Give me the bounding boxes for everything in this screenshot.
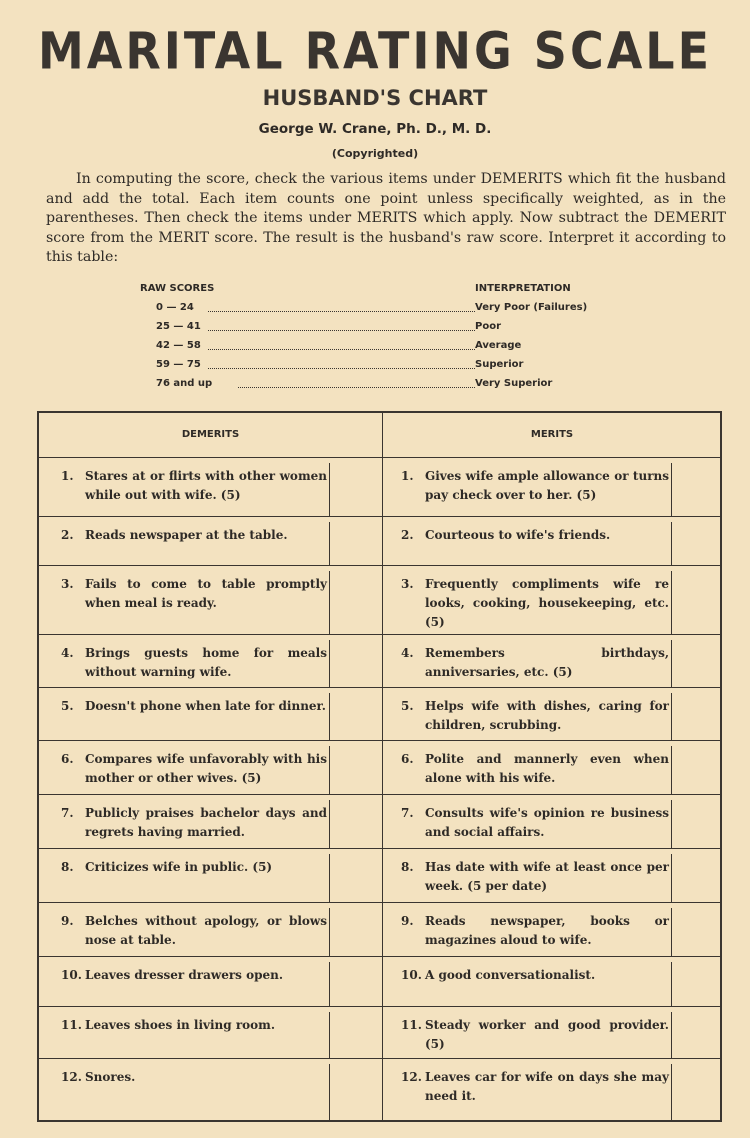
item-number: 10. [61, 968, 82, 982]
demerit-item [61, 697, 327, 738]
score-interpretation: Very Poor (Failures) [475, 302, 588, 313]
score-box-divider [671, 463, 672, 516]
demerit-item [61, 750, 327, 792]
row-divider [39, 1058, 720, 1059]
item-text: Fails to come to table promptly when meal is ready. [85, 577, 327, 610]
item-text: Leaves car for wife on days she may need it. [425, 1070, 669, 1103]
item-number: 2. [401, 528, 414, 542]
score-box-divider [329, 1064, 330, 1122]
item-text: Leaves shoes in living room. [85, 1018, 276, 1032]
score-row [140, 302, 640, 321]
row-divider [39, 956, 720, 957]
copyright-notice: (Copyrighted) [331, 147, 419, 160]
item-number: 7. [61, 806, 74, 820]
item-number: 11. [61, 1018, 82, 1032]
score-box-divider [329, 640, 330, 687]
merit-item [401, 1068, 669, 1120]
item-text: Helps wife with dishes, caring for children, scrubbing. [425, 699, 669, 732]
row-divider [39, 687, 720, 688]
item-text: Steady worker and good provider. (5) [425, 1018, 669, 1051]
score-interpretation: Superior [475, 359, 524, 370]
item-number: 6. [61, 752, 74, 766]
score-box-divider [329, 522, 330, 565]
leader-dots [208, 349, 475, 350]
item-number: 6. [401, 752, 414, 766]
item-text: Has date with wife at least once per week. (5 per date) [425, 860, 669, 893]
merit-item [401, 1016, 669, 1056]
demerit-item [61, 912, 327, 954]
header-divider [39, 457, 720, 458]
demerit-item [61, 467, 327, 514]
merit-item [401, 858, 669, 900]
row-divider [39, 740, 720, 741]
item-number: 3. [401, 577, 414, 591]
score-row [140, 378, 640, 397]
demerit-item [61, 804, 327, 846]
item-text: Doesn't phone when late for dinner. [85, 699, 326, 713]
score-box-divider [329, 1012, 330, 1058]
row-divider [39, 1006, 720, 1007]
item-number: 9. [401, 914, 414, 928]
score-box-divider [671, 800, 672, 848]
page-title: MARITAL RATING SCALE [37, 21, 713, 81]
merit-item [401, 966, 669, 1004]
score-box-divider [329, 854, 330, 902]
score-row [140, 321, 640, 340]
score-box-divider [671, 1064, 672, 1122]
item-number: 10. [401, 968, 422, 982]
merit-item [401, 644, 669, 685]
item-text: Stares at or flirts with other women while out with wife. (5) [85, 469, 327, 502]
score-box-divider [671, 640, 672, 687]
item-text: Leaves dresser drawers open. [85, 968, 284, 982]
demerit-item [61, 966, 327, 1004]
item-text: Consults wife's opinion re business and social affairs. [425, 806, 669, 839]
merit-item [401, 526, 669, 563]
merit-item [401, 575, 669, 632]
demerit-item [61, 526, 327, 563]
demerits-header: DEMERITS [181, 429, 240, 440]
demerits-merits-table [37, 411, 722, 1122]
score-box-divider [329, 908, 330, 956]
score-box-divider [329, 463, 330, 516]
item-number: 11. [401, 1018, 422, 1032]
score-range: 76 and up [156, 378, 213, 389]
leader-dots [238, 387, 475, 388]
author-line: George W. Crane, Ph. D., M. D. [258, 121, 492, 137]
demerit-item [61, 858, 327, 900]
score-interpretation: Poor [475, 321, 502, 332]
merit-item [401, 912, 669, 954]
score-range: 0 — 24 [156, 302, 194, 313]
item-number: 5. [61, 699, 74, 713]
demerit-item [61, 1068, 327, 1120]
item-number: 1. [401, 469, 414, 483]
score-row [140, 340, 640, 359]
item-text: Courteous to wife's friends. [425, 528, 611, 542]
item-text: Polite and mannerly even when alone with his wife. [425, 752, 669, 785]
item-text: Frequently compliments wife re looks, cooking, housekeeping, etc. (5) [425, 577, 669, 629]
item-text: Snores. [85, 1070, 136, 1084]
item-text: Brings guests home for meals without warning wife. [85, 646, 327, 679]
merit-item [401, 750, 669, 792]
merit-item [401, 804, 669, 846]
item-number: 9. [61, 914, 74, 928]
score-box-divider [329, 962, 330, 1006]
item-text: Compares wife unfavorably with his mother or other wives. (5) [85, 752, 327, 785]
raw-scores-header: RAW SCORES [140, 283, 215, 294]
score-box-divider [671, 571, 672, 634]
score-box-divider [329, 800, 330, 848]
item-number: 12. [401, 1070, 422, 1084]
score-range: 42 — 58 [156, 340, 201, 351]
score-box-divider [329, 571, 330, 634]
leader-dots [208, 330, 475, 331]
instructions-paragraph: In computing the score, check the various items under DEMERITS which fit the husband and add the total. Each item counts one point unless specifically weighted, as in the parentheses. Then check the items under MERITS which apply. Now subtract the DEMERIT score from the MERIT score. The result is the husband's raw score. Interpret it according to this table: [46, 171, 726, 265]
row-divider [39, 516, 720, 517]
score-box-divider [329, 693, 330, 740]
row-divider [39, 634, 720, 635]
item-text: Remembers birthdays, anniversaries, etc. (5) [425, 646, 669, 679]
score-box-divider [329, 746, 330, 794]
demerit-item [61, 644, 327, 685]
item-text: Reads newspaper, books or magazines aloud to wife. [425, 914, 669, 947]
merit-item [401, 697, 669, 738]
leader-dots [208, 311, 475, 312]
score-box-divider [671, 908, 672, 956]
score-box-divider [671, 522, 672, 565]
item-text: A good conversationalist. [425, 968, 596, 982]
score-interpretation: Average [475, 340, 522, 351]
item-number: 2. [61, 528, 74, 542]
item-number: 4. [61, 646, 74, 660]
score-box-divider [671, 962, 672, 1006]
item-number: 5. [401, 699, 414, 713]
score-range: 59 — 75 [156, 359, 201, 370]
row-divider [39, 794, 720, 795]
merits-header: MERITS [530, 429, 574, 440]
chart-subtitle: HUSBAND'S CHART [262, 86, 488, 110]
item-number: 4. [401, 646, 414, 660]
score-box-divider [671, 1012, 672, 1058]
score-interpretation: Very Superior [475, 378, 553, 389]
score-row [140, 359, 640, 378]
item-number: 3. [61, 577, 74, 591]
column-divider [382, 413, 383, 1120]
interpretation-header: INTERPRETATION [475, 283, 571, 294]
item-number: 7. [401, 806, 414, 820]
leader-dots [208, 368, 475, 369]
item-text: Criticizes wife in public. (5) [85, 860, 273, 874]
row-divider [39, 848, 720, 849]
item-number: 12. [61, 1070, 82, 1084]
demerit-item [61, 575, 327, 632]
item-text: Belches without apology, or blows nose at table. [85, 914, 327, 947]
item-text: Gives wife ample allowance or turns pay check over to her. (5) [425, 469, 669, 502]
score-box-divider [671, 854, 672, 902]
item-text: Reads newspaper at the table. [85, 528, 288, 542]
item-text: Publicly praises bachelor days and regrets having married. [85, 806, 327, 839]
score-box-divider [671, 693, 672, 740]
row-divider [39, 565, 720, 566]
item-number: 8. [401, 860, 414, 874]
merit-item [401, 467, 669, 514]
item-number: 8. [61, 860, 74, 874]
score-box-divider [671, 746, 672, 794]
item-number: 1. [61, 469, 74, 483]
demerit-item [61, 1016, 327, 1056]
row-divider [39, 902, 720, 903]
score-range: 25 — 41 [156, 321, 201, 332]
